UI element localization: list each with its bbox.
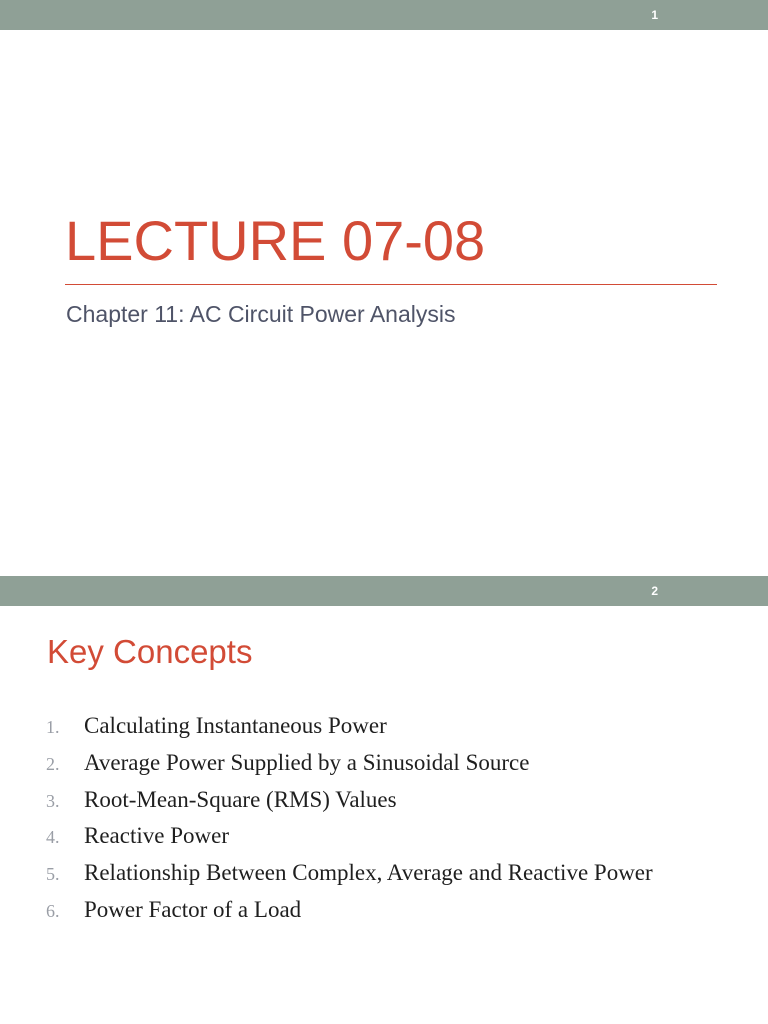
- list-item-text: Root-Mean-Square (RMS) Values: [84, 786, 397, 812]
- lecture-title: LECTURE 07-08: [65, 209, 486, 272]
- title-divider: [65, 284, 717, 285]
- list-item: [46, 823, 653, 860]
- list-item-number: 6.: [46, 900, 60, 921]
- slide-header-bar: [0, 576, 768, 606]
- list-item-number: 2.: [46, 753, 60, 774]
- list-item-text: Relationship Between Complex, Average and Reactive Power: [84, 860, 653, 886]
- list-item-text: Reactive Power: [84, 823, 229, 849]
- slide-number: 2: [651, 584, 658, 598]
- list-item: [46, 750, 653, 787]
- list-item: [46, 713, 653, 750]
- list-item-number: 3.: [46, 790, 60, 811]
- list-item: [46, 897, 653, 934]
- list-item-number: 4.: [46, 827, 60, 848]
- list-item-number: 5.: [46, 864, 60, 885]
- key-concepts-list: [46, 713, 653, 934]
- slide-number: 1: [651, 8, 658, 22]
- key-concepts-heading: Key Concepts: [47, 633, 253, 670]
- chapter-subtitle: Chapter 11: AC Circuit Power Analysis: [66, 301, 456, 327]
- list-item: [46, 860, 653, 897]
- list-item-number: 1.: [46, 717, 60, 737]
- list-item-text: Power Factor of a Load: [84, 896, 302, 922]
- list-item-text: Calculating Instantaneous Power: [84, 713, 387, 738]
- slide-2: [0, 576, 768, 1024]
- list-item-text: Average Power Supplied by a Sinusoidal Source: [84, 749, 530, 775]
- slide-header-bar: [0, 0, 768, 30]
- list-item: [46, 787, 653, 824]
